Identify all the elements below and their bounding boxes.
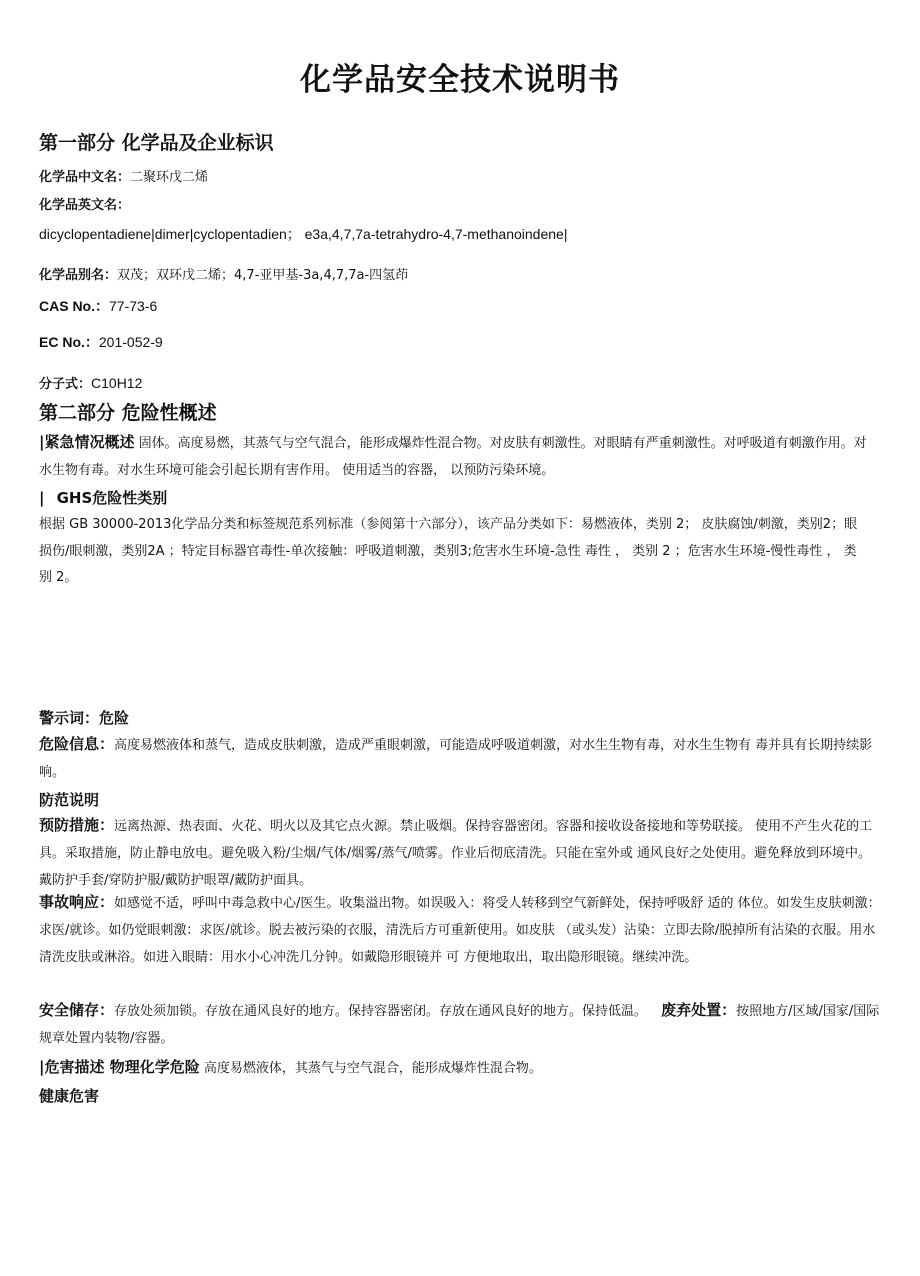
prevention <box>39 812 881 894</box>
en-name-value: dicyclopentadiene|dimer|cyclopentadien； e3a,4,7,7a-tetrahydro-4,7-methanoindene| <box>39 226 568 242</box>
health-hazard-heading: 健康危害 <box>39 1087 100 1105</box>
cas-label: CAS No.： <box>39 298 109 314</box>
alias-value: 双茂；双环戊二烯；4,7-亚甲基-3a,4,7,7a-四氢茚 <box>117 268 409 283</box>
response <box>39 889 881 971</box>
disposal-label: 废弃处置： <box>661 1001 737 1019</box>
prevention-label: 预防措施： <box>39 816 115 834</box>
precaution-heading: 防范说明 <box>39 791 100 809</box>
cn-name-label: 化学品中文名： <box>39 170 131 185</box>
formula-row <box>39 373 142 392</box>
formula-label: 分子式： <box>39 377 92 392</box>
prevention-text: 远离热源、热表面、火花、明火以及其它点火源。禁止吸烟。保持容器密闭。容器和接收设备接地和等势联接。 使用不产生火花的工具。采取措施，防止静电放电。避免吸入粉/尘烟/气体/烟雾/蒸气/喷雾。作业后彻底清洗。只能在室外或 通风良好之处使用。避免释放到环境中。戴防护手套/穿防护服/戴防护眼罩/戴防护面具。 <box>39 819 873 888</box>
en-name-row <box>39 194 130 213</box>
cas-row <box>39 296 157 316</box>
storage-label: 安全储存： <box>39 1001 115 1019</box>
storage-disposal <box>39 997 881 1052</box>
document-title: 化学品安全技术说明书 <box>300 62 620 98</box>
alias-label: 化学品别名： <box>39 268 118 283</box>
disposal-text: 按照地方/区域/国家/国际规章处置内装物/容器。 <box>39 1004 880 1046</box>
cn-name-row <box>39 166 208 185</box>
ghs-heading: GHS危险性类别 <box>56 489 168 507</box>
hazard-desc-label: 危害描述 物理化学危险 <box>44 1058 200 1076</box>
emergency-overview <box>39 429 881 484</box>
emergency-bar: | <box>39 433 45 451</box>
signal-word: 警示词：危险 <box>39 709 130 727</box>
response-label: 事故响应： <box>39 893 115 911</box>
storage-text: 存放处须加锁。存放在通风良好的地方。保持容器密闭。存放在通风良好的地方。保持低温。 <box>114 1004 652 1019</box>
emergency-text: 固体。高度易燃，其蒸气与空气混合，能形成爆炸性混合物。对皮肤有刺激性。对眼睛有严重刺激性。对呼吸道有刺激作用。对 水生物有毒。对水生环境可能会引起长期有害作用。 使用适当的容器， 以预防污染环境。 <box>39 436 867 478</box>
response-text: 如感觉不适，呼叫中毒急救中心/医生。收集溢出物。如误吸入：将受人转移到空气新鲜处，保持呼吸舒 适的 体位。如发生皮肤刺激：求医/就诊。如仍觉眼刺激：求医/就诊。脱去被污染的衣服，清洗后方可重新使用。如皮肤 （或头发）沾染：立即去除/脱掉所有沾染的衣服。用水清洗皮肤或淋浴。如进入眼睛：用水小心冲洗几分钟。如戴隐形眼镜并 可 方便地取出，取出隐形眼镜。继续冲洗。 <box>39 896 881 965</box>
alias-row <box>39 264 408 283</box>
emergency-label: 紧急情况概述 <box>44 433 135 451</box>
hazard-description-row <box>39 1056 542 1077</box>
ghs-classification-text: 根据 GB 30000-2013化学品分类和标签规范系列标准（参阅第十六部分），该产品分类如下：易燃液体，类别 2； 皮肤腐蚀/刺激，类别2；眼损伤/眼刺激，类别2A ；特定目标器官毒性-单次接触：呼吸道刺激，类别3;危害水生环境-急性 毒性 ， 类别 2 ；危害水生环境-慢性毒性 ， 类别 2。 <box>39 517 858 585</box>
hazard-desc-text: 高度易燃液体，其蒸气与空气混合，能形成爆炸性混合物。 <box>199 1061 542 1076</box>
part2-heading: 第二部分 危险性概述 <box>39 402 217 424</box>
hazard-info-text: 高度易燃液体和蒸气，造成皮肤刺激，造成严重眼刺激，可能造成呼吸道刺激，对水生生物有毒，对水生生物有 毒并具有长期持续影响。 <box>39 738 873 780</box>
ghs-bar: | <box>39 489 45 507</box>
cas-value: 77-73-6 <box>109 298 158 314</box>
hazard-info <box>39 731 881 786</box>
ec-label: EC No.： <box>39 334 99 350</box>
en-name-label: 化学品英文名： <box>39 198 131 213</box>
cn-name-value: 二聚环戊二烯 <box>130 170 209 185</box>
ec-row <box>39 332 163 352</box>
ec-value: 201-052-9 <box>98 334 163 350</box>
ghs-heading-row <box>39 487 167 508</box>
hazard-desc-bar: | <box>39 1058 45 1076</box>
part1-heading: 第一部分 化学品及企业标识 <box>39 132 274 154</box>
hazard-info-label: 危险信息： <box>39 735 115 753</box>
formula-value: C10H12 <box>91 375 143 391</box>
